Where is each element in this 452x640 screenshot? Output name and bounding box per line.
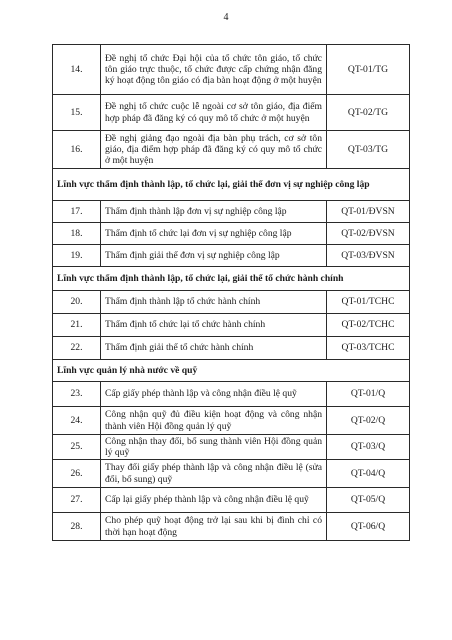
procedure-number: 27. bbox=[53, 488, 101, 513]
procedure-number: 28. bbox=[53, 513, 101, 541]
table-row bbox=[53, 223, 410, 245]
procedure-code: QT-06/Q bbox=[327, 513, 410, 541]
table-row bbox=[53, 245, 410, 267]
procedure-number: 19. bbox=[53, 245, 101, 267]
procedure-number: 16. bbox=[53, 131, 101, 169]
table-row bbox=[53, 513, 410, 541]
section-header-row bbox=[53, 169, 410, 201]
procedure-number: 17. bbox=[53, 201, 101, 223]
procedure-name: Thẩm định tổ chức lại đơn vị sự nghiệp công lập bbox=[101, 223, 327, 245]
procedure-table-body bbox=[53, 45, 410, 541]
procedure-number: 20. bbox=[53, 291, 101, 314]
procedure-name: Thẩm định giải thể tổ chức hành chính bbox=[101, 337, 327, 360]
procedure-code: QT-03/TG bbox=[327, 131, 410, 169]
procedure-name: Thẩm định thành lập tổ chức hành chính bbox=[101, 291, 327, 314]
procedure-code: QT-01/Q bbox=[327, 382, 410, 407]
procedure-code: QT-03/TCHC bbox=[327, 337, 410, 360]
procedure-number: 25. bbox=[53, 435, 101, 460]
procedure-code: QT-02/Q bbox=[327, 407, 410, 435]
procedure-name: Cấp giấy phép thành lập và công nhận điều lệ quỹ bbox=[101, 382, 327, 407]
page-number: 4 bbox=[223, 12, 229, 23]
section-title: Lĩnh vực thẩm định thành lập, tổ chức lại, giải thể tổ chức hành chính bbox=[53, 267, 410, 291]
procedure-name: Thẩm định thành lập đơn vị sự nghiệp công lập bbox=[101, 201, 327, 223]
procedure-table bbox=[52, 44, 410, 541]
procedure-name: Thẩm định tổ chức lại tổ chức hành chính bbox=[101, 314, 327, 337]
procedure-number: 23. bbox=[53, 382, 101, 407]
procedure-name: Công nhận quỹ đủ điều kiện hoạt động và công nhận thành viên Hội đồng quản lý quỹ bbox=[101, 407, 327, 435]
table-row bbox=[53, 407, 410, 435]
procedure-code: QT-01/TG bbox=[327, 45, 410, 95]
section-header-row bbox=[53, 267, 410, 291]
table-row bbox=[53, 201, 410, 223]
procedure-number: 22. bbox=[53, 337, 101, 360]
section-title: Lĩnh vực quản lý nhà nước về quỹ bbox=[53, 360, 410, 382]
procedure-name: Cấp lại giấy phép thành lập và công nhận điều lệ quỹ bbox=[101, 488, 327, 513]
section-title: Lĩnh vực thẩm định thành lập, tổ chức lại, giải thể đơn vị sự nghiệp công lập bbox=[53, 169, 410, 201]
procedure-name: Đề nghị giảng đạo ngoài địa bàn phụ trách, cơ sở tôn giáo, địa điểm hợp pháp đã đăng ký có quy mô tổ chức ở một huyện bbox=[101, 131, 327, 169]
procedure-code: QT-02/ĐVSN bbox=[327, 223, 410, 245]
table-row bbox=[53, 488, 410, 513]
procedure-code: QT-02/TG bbox=[327, 95, 410, 131]
table-row bbox=[53, 291, 410, 314]
procedure-name: Thay đổi giấy phép thành lập và công nhận điều lệ (sửa đổi, bổ sung) quỹ bbox=[101, 460, 327, 488]
table-row bbox=[53, 382, 410, 407]
table-row bbox=[53, 131, 410, 169]
table-row bbox=[53, 314, 410, 337]
procedure-code: QT-02/TCHC bbox=[327, 314, 410, 337]
procedure-number: 14. bbox=[53, 45, 101, 95]
procedure-code: QT-01/TCHC bbox=[327, 291, 410, 314]
table-row bbox=[53, 337, 410, 360]
procedure-name: Đề nghị tổ chức cuộc lễ ngoài cơ sở tôn giáo, địa điểm hợp pháp đã đăng ký có quy mô tổ chức ở một huyện bbox=[101, 95, 327, 131]
procedure-number: 26. bbox=[53, 460, 101, 488]
section-header-row bbox=[53, 360, 410, 382]
table-row bbox=[53, 95, 410, 131]
procedure-code: QT-03/ĐVSN bbox=[327, 245, 410, 267]
procedure-name: Công nhận thay đổi, bổ sung thành viên Hội đồng quản lý quỹ bbox=[101, 435, 327, 460]
procedure-number: 18. bbox=[53, 223, 101, 245]
procedure-name: Thẩm định giải thể đơn vị sự nghiệp công lập bbox=[101, 245, 327, 267]
procedure-number: 15. bbox=[53, 95, 101, 131]
table-row bbox=[53, 45, 410, 95]
table-row bbox=[53, 460, 410, 488]
procedure-name: Cho phép quỹ hoạt động trở lại sau khi bị đình chỉ có thời hạn hoạt động bbox=[101, 513, 327, 541]
procedure-code: QT-03/Q bbox=[327, 435, 410, 460]
procedure-name: Đề nghị tổ chức Đại hội của tổ chức tôn giáo, tổ chức tôn giáo trực thuộc, tổ chức được cấp chứng nhận đăng ký hoạt động tôn giáo có địa bàn hoạt động ở một huyện bbox=[101, 45, 327, 95]
procedure-code: QT-05/Q bbox=[327, 488, 410, 513]
procedure-number: 24. bbox=[53, 407, 101, 435]
procedure-code: QT-04/Q bbox=[327, 460, 410, 488]
table-row bbox=[53, 435, 410, 460]
procedure-number: 21. bbox=[53, 314, 101, 337]
procedure-code: QT-01/ĐVSN bbox=[327, 201, 410, 223]
